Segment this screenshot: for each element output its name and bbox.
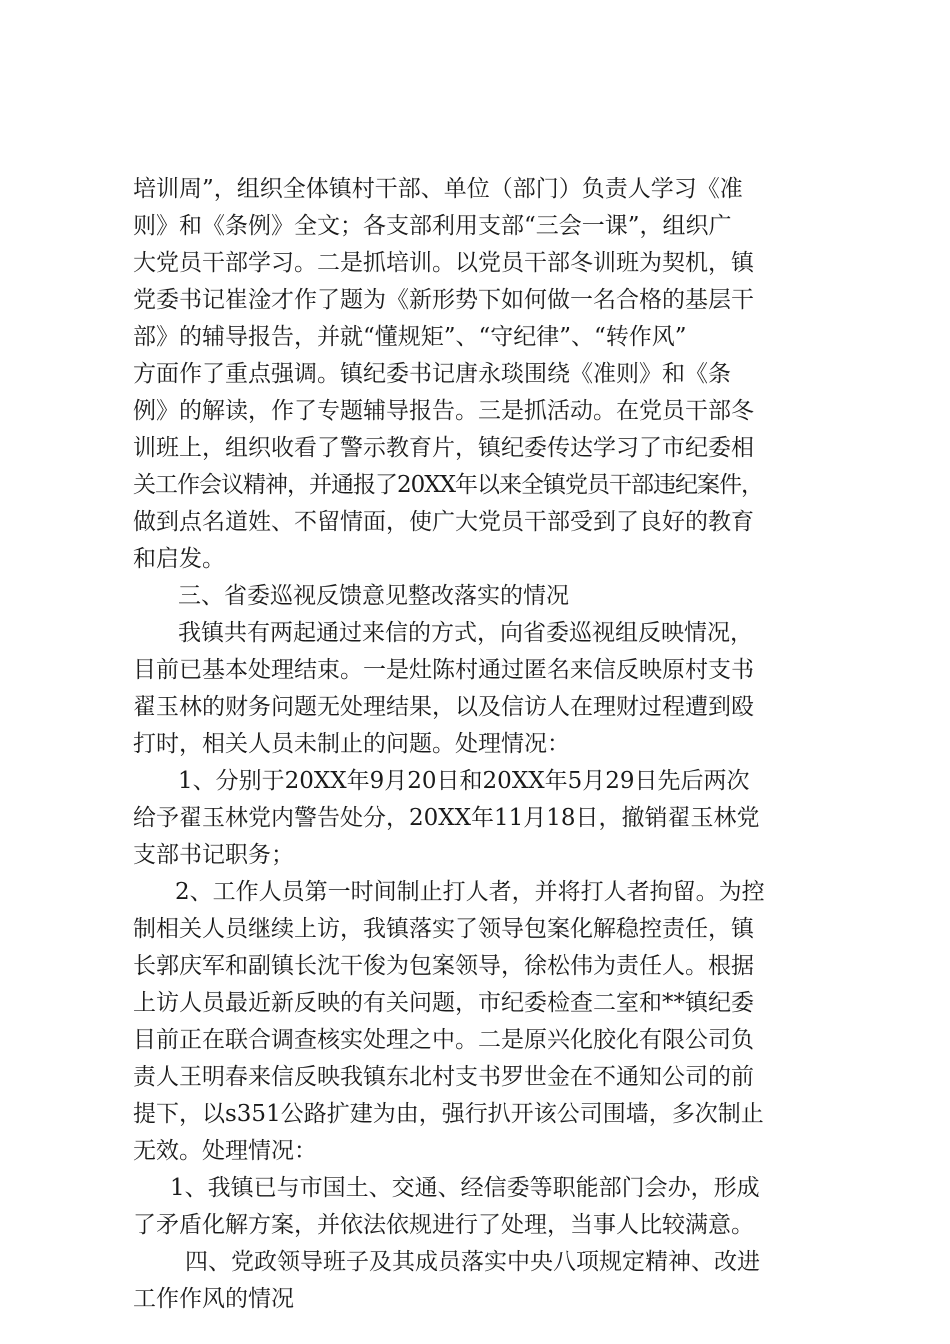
text-line: 目前已基本处理结束。一是灶陈村通过匿名来信反映原村支书 (133, 657, 754, 683)
text-line: 翟玉林的财务问题无处理结果，以及信访人在理财过程遭到殴 (133, 694, 754, 720)
text-line: 2、工作人员第一时间制止打人者，并将打人者拘留。为控 (175, 879, 765, 905)
text-line: 做到点名道姓、不留情面，使广大党员干部受到了良好的教育 (133, 509, 754, 535)
text-line: 责人王明春来信反映我镇东北村支书罗世金在不通知公司的前 (133, 1064, 754, 1090)
section-heading: 三、省委巡视反馈意见整改落实的情况 (178, 583, 569, 609)
text-line: 1、分别于20XX年9月20日和20XX年5月29日先后两次 (178, 768, 750, 794)
text-line: 给予翟玉林党内警告处分，20XX年11月18日，撤销翟玉林党 (133, 805, 760, 831)
section-heading: 工作作风的情况 (133, 1286, 294, 1312)
text-line: 方面作了重点强调。镇纪委书记唐永琰围绕《准则》和《条 (133, 361, 731, 387)
text-line: 我镇共有两起通过来信的方式，向省委巡视组反映情况， (178, 620, 753, 646)
text-line: 长郭庆军和副镇长沈干俊为包案领导，徐松伟为责任人。根据 (133, 953, 754, 979)
section-heading: 四、党政领导班子及其成员落实中央八项规定精神、改进 (185, 1249, 760, 1275)
text-line: 目前正在联合调查核实处理之中。二是原兴化胶化有限公司负 (133, 1027, 754, 1053)
text-line: 和启发。 (133, 546, 225, 572)
text-line: 培训周”，组织全体镇村干部、单位（部门）负责人学习《准 (133, 176, 743, 202)
text-line: 提下，以s351公路扩建为由，强行扒开该公司围墙，多次制止 (133, 1101, 764, 1127)
text-line: 大党员干部学习。二是抓培训。以党员干部冬训班为契机，镇 (133, 250, 754, 276)
text-line: 训班上，组织收看了警示教育片，镇纪委传达学习了市纪委相 (133, 435, 754, 461)
text-line: 上访人员最近新反映的有关问题，市纪委检查二室和**镇纪委 (133, 990, 754, 1016)
text-line: 制相关人员继续上访，我镇落实了领导包案化解稳控责任，镇 (133, 916, 754, 942)
text-line: 无效。处理情况： (133, 1138, 317, 1164)
text-line: 支部书记职务； (133, 842, 294, 868)
text-line: 关工作会议精神，并通报了20XX年以来全镇党员干部违纪案件， (133, 472, 764, 498)
text-line: 例》的解读，作了专题辅导报告。三是抓活动。在党员干部冬 (133, 398, 754, 424)
text-line: 部》的辅导报告，并就“懂规矩”、“守纪律”、“转作风” (133, 324, 687, 350)
text-line: 党委书记崔淦才作了题为《新形势下如何做一名合格的基层干 (133, 287, 754, 313)
text-line: 则》和《条例》全文；各支部利用支部“三会一课”，组织广 (133, 213, 732, 239)
text-line: 打时，相关人员未制止的问题。处理情况： (133, 731, 570, 757)
text-line: 了矛盾化解方案，并依法依规进行了处理，当事人比较满意。 (133, 1212, 754, 1238)
text-line: 1、我镇已与市国土、交通、经信委等职能部门会办，形成 (170, 1175, 760, 1201)
